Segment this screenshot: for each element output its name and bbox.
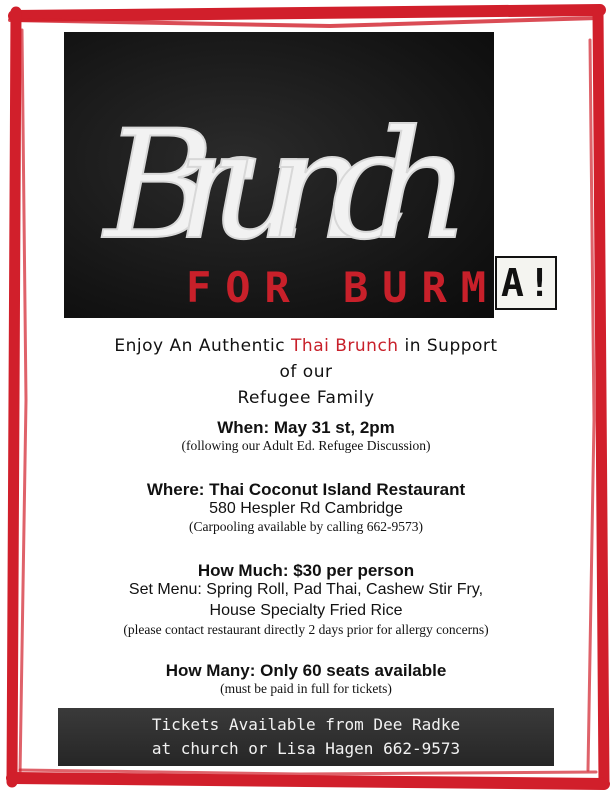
seats-note: (must be paid in full for tickets) bbox=[220, 681, 392, 696]
chalkboard-title-panel bbox=[64, 32, 494, 318]
banner-line-2: at church or Lisa Hagen 662-9573 bbox=[151, 739, 461, 758]
menu-line-2: House Specialty Fried Rice bbox=[209, 602, 403, 619]
tagline-highlight: Thai Brunch bbox=[291, 336, 399, 356]
tagline-line-3: Refugee Family bbox=[237, 388, 375, 408]
tagline-line-1 bbox=[40, 336, 572, 356]
title-a-tag bbox=[495, 256, 557, 310]
where-note: (Carpooling available by calling 662-9573) bbox=[189, 519, 423, 534]
title-a: A! bbox=[501, 261, 551, 305]
where-address: 580 Hespler Rd Cambridge bbox=[209, 500, 403, 517]
when-heading: When: May 31 st, 2pm bbox=[217, 418, 395, 437]
tagline-line-2: of our bbox=[279, 362, 333, 382]
banner-line-1: Tickets Available from Dee Radke bbox=[151, 715, 461, 734]
when-note: (following our Adult Ed. Refugee Discussion) bbox=[181, 438, 431, 453]
menu-line-1: Set Menu: Spring Roll, Pad Thai, Cashew Stir Fry, bbox=[128, 581, 484, 598]
tickets-banner bbox=[58, 708, 554, 766]
title-brunch: Brunch bbox=[104, 99, 464, 273]
tagline-part1: Enjoy An Authentic bbox=[114, 336, 292, 356]
title-for-burm: FOR BURM bbox=[186, 263, 486, 312]
price-heading: How Much: $30 per person bbox=[197, 561, 415, 580]
where-heading: Where: Thai Coconut Island Restaurant bbox=[146, 480, 466, 499]
seats-heading: How Many: Only 60 seats available bbox=[165, 661, 447, 680]
menu-note: (please contact restaurant directly 2 days prior for allergy concerns) bbox=[123, 622, 489, 637]
tagline-part2: in Support bbox=[398, 336, 498, 356]
